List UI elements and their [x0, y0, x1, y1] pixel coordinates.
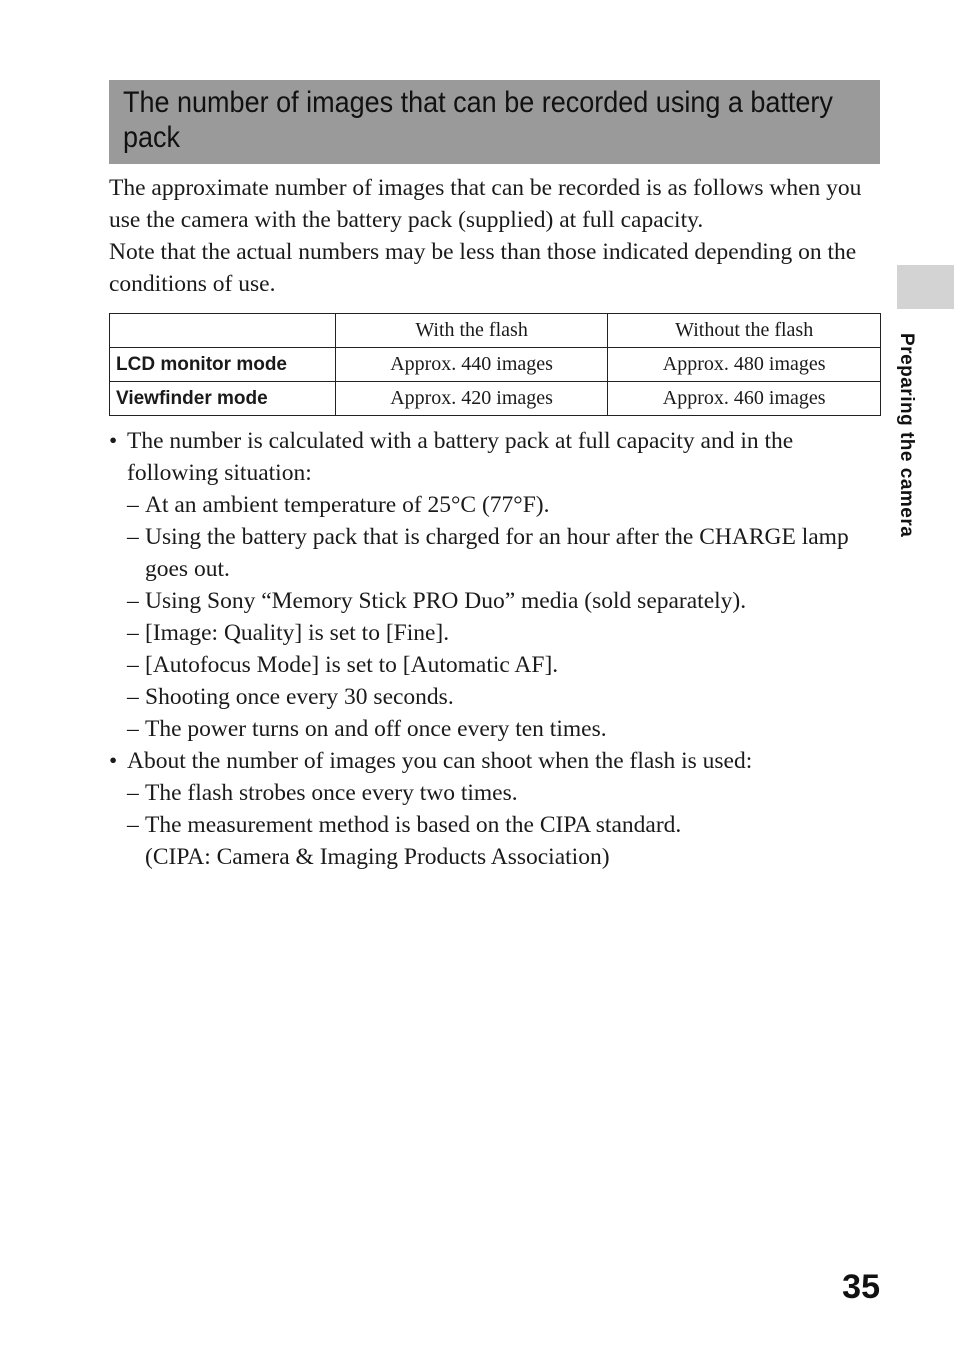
dash-marker: – — [127, 652, 139, 678]
section-title: The number of images that can be recorded using a battery pack — [123, 86, 833, 154]
section-title-bar — [109, 80, 880, 164]
sub-item-text: At an ambient temperature of 25°C (77°F). — [145, 492, 550, 518]
cell-viewfinder-without-flash: Approx. 460 images — [608, 382, 881, 416]
intro-paragraph-1: The approximate number of images that can be recorded is as follows when you use the camera with the battery pack (supplied) at full capacity. — [109, 175, 862, 233]
intro-paragraph-2: Note that the actual numbers may be less than those indicated depending on the conditions of use. — [109, 239, 857, 297]
dash-marker: – — [127, 780, 139, 806]
sub-item-text: The flash strobes once every two times. — [145, 780, 518, 806]
sub-list-item — [109, 713, 869, 745]
bullet-marker: • — [109, 428, 118, 454]
table-row — [110, 348, 881, 382]
dash-marker: – — [127, 812, 139, 838]
recording-capacity-table — [109, 313, 881, 416]
sub-list-item — [109, 489, 869, 521]
table-row — [110, 382, 881, 416]
table-header-with-flash: With the flash — [335, 314, 608, 348]
page-number: 35 — [842, 1268, 880, 1306]
dash-marker: – — [127, 684, 139, 710]
sub-list-item — [109, 649, 869, 681]
dash-marker: – — [127, 620, 139, 646]
cell-lcd-with-flash: Approx. 440 images — [335, 348, 608, 382]
dash-marker: – — [127, 524, 139, 550]
dash-marker: – — [127, 492, 139, 518]
cell-viewfinder-with-flash: Approx. 420 images — [335, 382, 608, 416]
table-header-row — [110, 314, 881, 348]
intro-text — [109, 172, 889, 300]
notes-list — [109, 425, 869, 873]
row-label-viewfinder-mode: Viewfinder mode — [110, 382, 336, 416]
sub-item-text: Using the battery pack that is charged for an hour after the CHARGE lamp goes out. — [145, 524, 849, 582]
chapter-tab-marker — [897, 265, 954, 309]
table-header-without-flash: Without the flash — [608, 314, 881, 348]
dash-marker: – — [127, 588, 139, 614]
footnote-text: (CIPA: Camera & Imaging Products Association) — [145, 844, 610, 870]
sub-item-text: The measurement method is based on the CIPA standard. — [145, 812, 682, 838]
cell-lcd-without-flash: Approx. 480 images — [608, 348, 881, 382]
bullet-marker: • — [109, 748, 118, 774]
table-header-empty — [110, 314, 336, 348]
sub-list-item — [109, 585, 869, 617]
row-label-lcd-monitor-mode: LCD monitor mode — [110, 348, 336, 382]
sub-item-text: Shooting once every 30 seconds. — [145, 684, 454, 710]
sub-item-text: Using Sony “Memory Stick PRO Duo” media (sold separately). — [145, 588, 747, 614]
sub-list-item — [109, 521, 869, 585]
sub-item-text: The power turns on and off once every ten times. — [145, 716, 607, 742]
chapter-side-label: Preparing the camera — [896, 333, 917, 538]
sub-item-text: [Image: Quality] is set to [Fine]. — [145, 620, 450, 646]
sub-list-item — [109, 681, 869, 713]
sub-list-item — [109, 777, 869, 809]
bullet-text: About the number of images you can shoot when the flash is used: — [127, 748, 753, 774]
sub-list-item — [109, 809, 869, 841]
bullet-item — [109, 425, 869, 489]
sub-list-item — [109, 617, 869, 649]
dash-marker: – — [127, 716, 139, 742]
sub-item-text: [Autofocus Mode] is set to [Automatic AF]. — [145, 652, 559, 678]
bullet-text: The number is calculated with a battery pack at full capacity and in the following situation: — [127, 428, 794, 486]
bullet-item — [109, 745, 869, 777]
